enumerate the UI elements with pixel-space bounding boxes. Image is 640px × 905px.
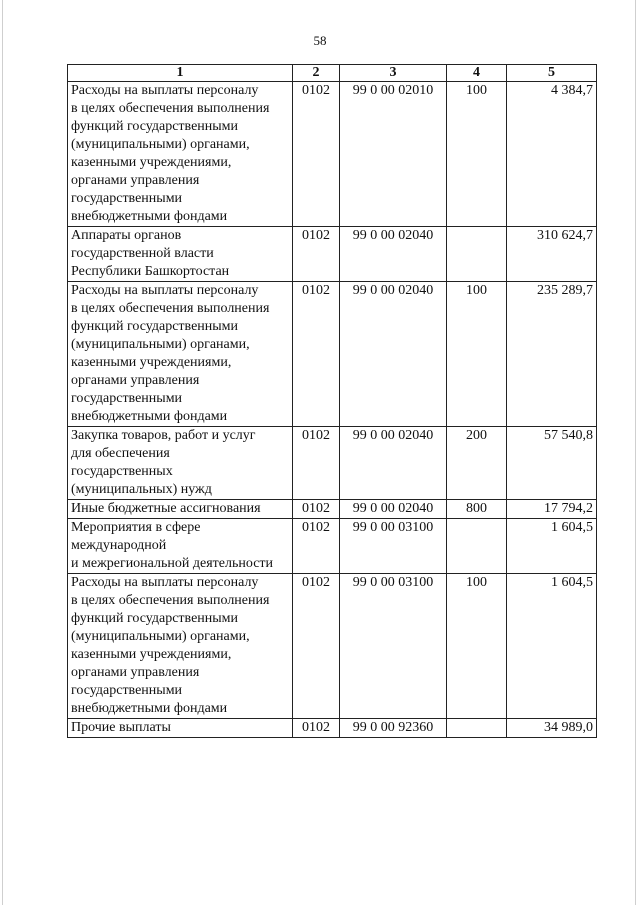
row-name-line: функций государственными (71, 319, 239, 334)
expense-type-cell: 100 (447, 82, 507, 227)
amount-cell: 34 989,0 (507, 719, 597, 738)
amount-cell: 57 540,8 (507, 427, 597, 500)
target-article-cell: 99 0 00 02010 (340, 82, 447, 227)
target-article-cell: 99 0 00 02040 (340, 282, 447, 427)
row-name-line: (муниципальными) органами, (71, 137, 250, 152)
section-code-cell: 0102 (293, 227, 340, 282)
section-code-cell: 0102 (293, 574, 340, 719)
row-name-line: органами управления (71, 373, 200, 388)
expense-type-cell (447, 519, 507, 574)
row-name-line: государственными (71, 391, 183, 406)
header-col-1: 1 (68, 65, 293, 82)
row-name-line: государственных (71, 464, 173, 479)
row-name-line: казенными учреждениями, (71, 355, 232, 370)
row-name-line: Иные бюджетные ассигнования (71, 501, 261, 516)
row-name-line: органами управления (71, 665, 200, 680)
header-col-3: 3 (340, 65, 447, 82)
header-col-2: 2 (293, 65, 340, 82)
row-name-line: Расходы на выплаты персоналу (71, 575, 259, 590)
row-name-line: государственными (71, 191, 183, 206)
row-name-cell (68, 500, 293, 519)
table-row (68, 82, 597, 227)
row-name-line: Аппараты органов (71, 228, 182, 243)
amount-cell: 235 289,7 (507, 282, 597, 427)
row-name-line: в целях обеспечения выполнения (71, 101, 270, 116)
page-edge-left (2, 0, 3, 905)
row-name-line: Прочие выплаты (71, 720, 171, 735)
table-row (68, 574, 597, 719)
section-code-cell: 0102 (293, 82, 340, 227)
row-name-line: функций государственными (71, 119, 239, 134)
table-header-row (68, 65, 597, 82)
row-name-line: и межрегиональной деятельности (71, 556, 274, 571)
amount-cell: 310 624,7 (507, 227, 597, 282)
row-name-line: внебюджетными фондами (71, 209, 228, 224)
row-name-cell (68, 427, 293, 500)
table-row (68, 227, 597, 282)
row-name-line: казенными учреждениями, (71, 155, 232, 170)
row-name-cell (68, 519, 293, 574)
target-article-cell: 99 0 00 03100 (340, 574, 447, 719)
row-name-cell (68, 719, 293, 738)
expense-type-cell (447, 719, 507, 738)
amount-cell: 1 604,5 (507, 519, 597, 574)
page-number: 58 (313, 33, 327, 48)
row-name-line: международной (71, 538, 167, 553)
table-row (68, 500, 597, 519)
expense-type-cell: 100 (447, 282, 507, 427)
table-row (68, 282, 597, 427)
header-col-5: 5 (507, 65, 597, 82)
row-name-line: функций государственными (71, 611, 239, 626)
target-article-cell: 99 0 00 02040 (340, 227, 447, 282)
table-body (68, 82, 597, 738)
row-name-cell (68, 574, 293, 719)
row-name-cell (68, 82, 293, 227)
row-name-line: государственной власти (71, 246, 214, 261)
row-name-line: Республики Башкортостан (71, 264, 230, 279)
target-article-cell: 99 0 00 02040 (340, 500, 447, 519)
row-name-line: Расходы на выплаты персоналу (71, 83, 259, 98)
row-name-line: Расходы на выплаты персоналу (71, 283, 259, 298)
row-name-line: внебюджетными фондами (71, 409, 228, 424)
expense-type-cell: 800 (447, 500, 507, 519)
row-name-line: Мероприятия в сфере (71, 520, 201, 535)
section-code-cell: 0102 (293, 500, 340, 519)
budget-table (67, 64, 597, 738)
row-name-line: (муниципальными) органами, (71, 337, 250, 352)
amount-cell: 17 794,2 (507, 500, 597, 519)
header-col-4: 4 (447, 65, 507, 82)
amount-cell: 4 384,7 (507, 82, 597, 227)
row-name-line: органами управления (71, 173, 200, 188)
row-name-line: внебюджетными фондами (71, 701, 228, 716)
row-name-line: (муниципальными) органами, (71, 629, 250, 644)
section-code-cell: 0102 (293, 719, 340, 738)
table-row (68, 519, 597, 574)
target-article-cell: 99 0 00 02040 (340, 427, 447, 500)
expense-type-cell: 200 (447, 427, 507, 500)
expense-type-cell: 100 (447, 574, 507, 719)
row-name-line: (муниципальных) нужд (71, 482, 212, 497)
page-edge-right (635, 0, 636, 905)
table-row (68, 719, 597, 738)
amount-cell: 1 604,5 (507, 574, 597, 719)
table-row (68, 427, 597, 500)
row-name-line: в целях обеспечения выполнения (71, 593, 270, 608)
target-article-cell: 99 0 00 92360 (340, 719, 447, 738)
row-name-cell (68, 282, 293, 427)
section-code-cell: 0102 (293, 427, 340, 500)
section-code-cell: 0102 (293, 282, 340, 427)
row-name-cell (68, 227, 293, 282)
row-name-line: в целях обеспечения выполнения (71, 301, 270, 316)
target-article-cell: 99 0 00 03100 (340, 519, 447, 574)
row-name-line: казенными учреждениями, (71, 647, 232, 662)
row-name-line: для обеспечения (71, 446, 170, 461)
section-code-cell: 0102 (293, 519, 340, 574)
row-name-line: Закупка товаров, работ и услуг (71, 428, 256, 443)
expense-type-cell (447, 227, 507, 282)
row-name-line: государственными (71, 683, 183, 698)
